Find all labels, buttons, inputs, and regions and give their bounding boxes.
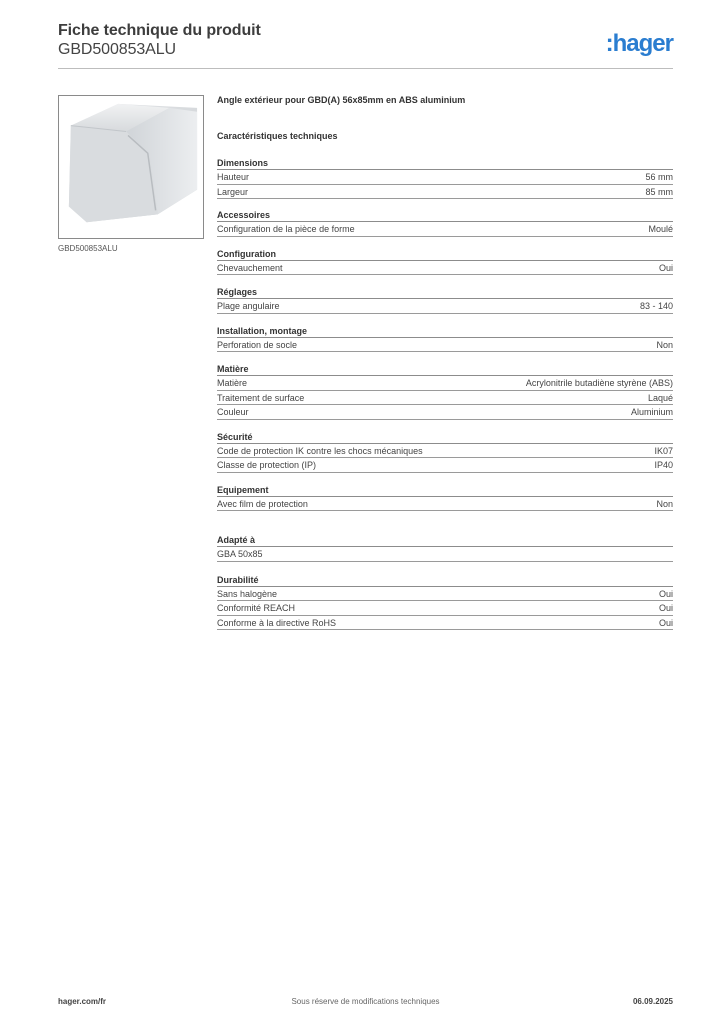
spec-row <box>217 391 673 406</box>
spec-group-title: Réglages <box>217 285 673 299</box>
footer-notice: Sous réserve de modifications techniques <box>291 997 440 1006</box>
spec-label: Couleur <box>217 407 249 417</box>
spec-groups <box>217 156 673 630</box>
spec-row <box>217 376 673 391</box>
spec-group <box>217 573 673 631</box>
spec-value: Oui <box>658 603 673 613</box>
spec-row <box>217 497 673 512</box>
product-reference: GBD500853ALU <box>58 41 176 58</box>
spec-value: Oui <box>658 617 673 628</box>
spec-group <box>217 483 673 512</box>
product-image <box>58 95 204 239</box>
spec-label: Code de protection IK contre les chocs mécaniques <box>217 445 423 456</box>
spec-group-title: Configuration <box>217 247 673 261</box>
spec-label: Matière <box>217 378 248 388</box>
spec-value: Oui <box>658 262 673 273</box>
header-divider <box>58 68 673 69</box>
spec-row <box>217 299 673 314</box>
spec-value: Non <box>656 498 673 509</box>
spec-value: Acrylonitrile butadiène styrène (ABS) <box>525 378 673 388</box>
spec-row <box>217 616 673 631</box>
spec-value: 83 - 140 <box>639 301 673 311</box>
spec-row <box>217 185 673 200</box>
spec-value: Moulé <box>648 224 673 234</box>
hager-logo: :hager <box>605 30 673 57</box>
spec-group <box>217 324 673 353</box>
spec-group <box>217 285 673 314</box>
spec-label: Classe de protection (IP) <box>217 460 317 470</box>
spec-label: Perforation de socle <box>217 339 298 350</box>
spec-group-title: Durabilité <box>217 573 673 587</box>
spec-row <box>217 458 673 473</box>
spec-group-title: Adapté à <box>217 533 673 547</box>
spec-row <box>217 222 673 237</box>
spec-group-title: Matière <box>217 362 673 376</box>
spec-row <box>217 405 673 420</box>
spec-group <box>217 208 673 237</box>
spec-label: Conforme à la directive RoHS <box>217 617 337 628</box>
spec-value: 85 mm <box>645 186 673 197</box>
spec-label: GBA 50x85 <box>217 549 263 559</box>
spec-group <box>217 362 673 420</box>
spec-group-title: Dimensions <box>217 156 673 170</box>
spec-row <box>217 547 673 562</box>
spec-label: Hauteur <box>217 172 250 182</box>
spec-label: Sans halogène <box>217 588 278 599</box>
spec-group-title: Installation, montage <box>217 324 673 338</box>
page-title: Fiche technique du produit <box>58 22 261 39</box>
spec-label: Traitement de surface <box>217 392 305 403</box>
spec-group <box>217 430 673 473</box>
specs-title: Caractéristiques techniques <box>217 131 338 141</box>
footer-website: hager.com/fr <box>58 997 107 1006</box>
spec-label: Avec film de protection <box>217 498 308 509</box>
spec-sheet <box>217 95 673 630</box>
spec-row <box>217 338 673 353</box>
spec-value: Laqué <box>647 392 673 403</box>
spec-label: Chevauchement <box>217 262 283 273</box>
spec-group-title: Accessoires <box>217 208 673 222</box>
image-caption: GBD500853ALU <box>58 244 118 253</box>
spec-value: Non <box>656 339 673 350</box>
spec-row <box>217 170 673 185</box>
spec-group <box>217 247 673 276</box>
spec-group <box>217 156 673 199</box>
spec-row <box>217 587 673 602</box>
footer-date: 06.09.2025 <box>632 997 673 1006</box>
spec-group-title: Equipement <box>217 483 673 497</box>
spec-row <box>217 601 673 616</box>
product-description: Angle extérieur pour GBD(A) 56x85mm en ABS aluminium <box>217 95 466 105</box>
spec-row <box>217 444 673 459</box>
spec-label: Largeur <box>217 186 249 197</box>
spec-value: Aluminium <box>630 407 673 417</box>
spec-row <box>217 261 673 276</box>
spec-label: Conformité REACH <box>217 603 296 613</box>
page-header <box>58 22 673 70</box>
spec-label: Configuration de la pièce de forme <box>217 224 355 234</box>
spec-value: IK07 <box>654 445 673 456</box>
spec-group-title: Sécurité <box>217 430 673 444</box>
spec-value: IP40 <box>654 460 673 470</box>
spec-group <box>217 533 673 562</box>
spec-value: 56 mm <box>645 172 673 182</box>
spec-value: Oui <box>658 588 673 599</box>
spec-label: Plage angulaire <box>217 301 280 311</box>
